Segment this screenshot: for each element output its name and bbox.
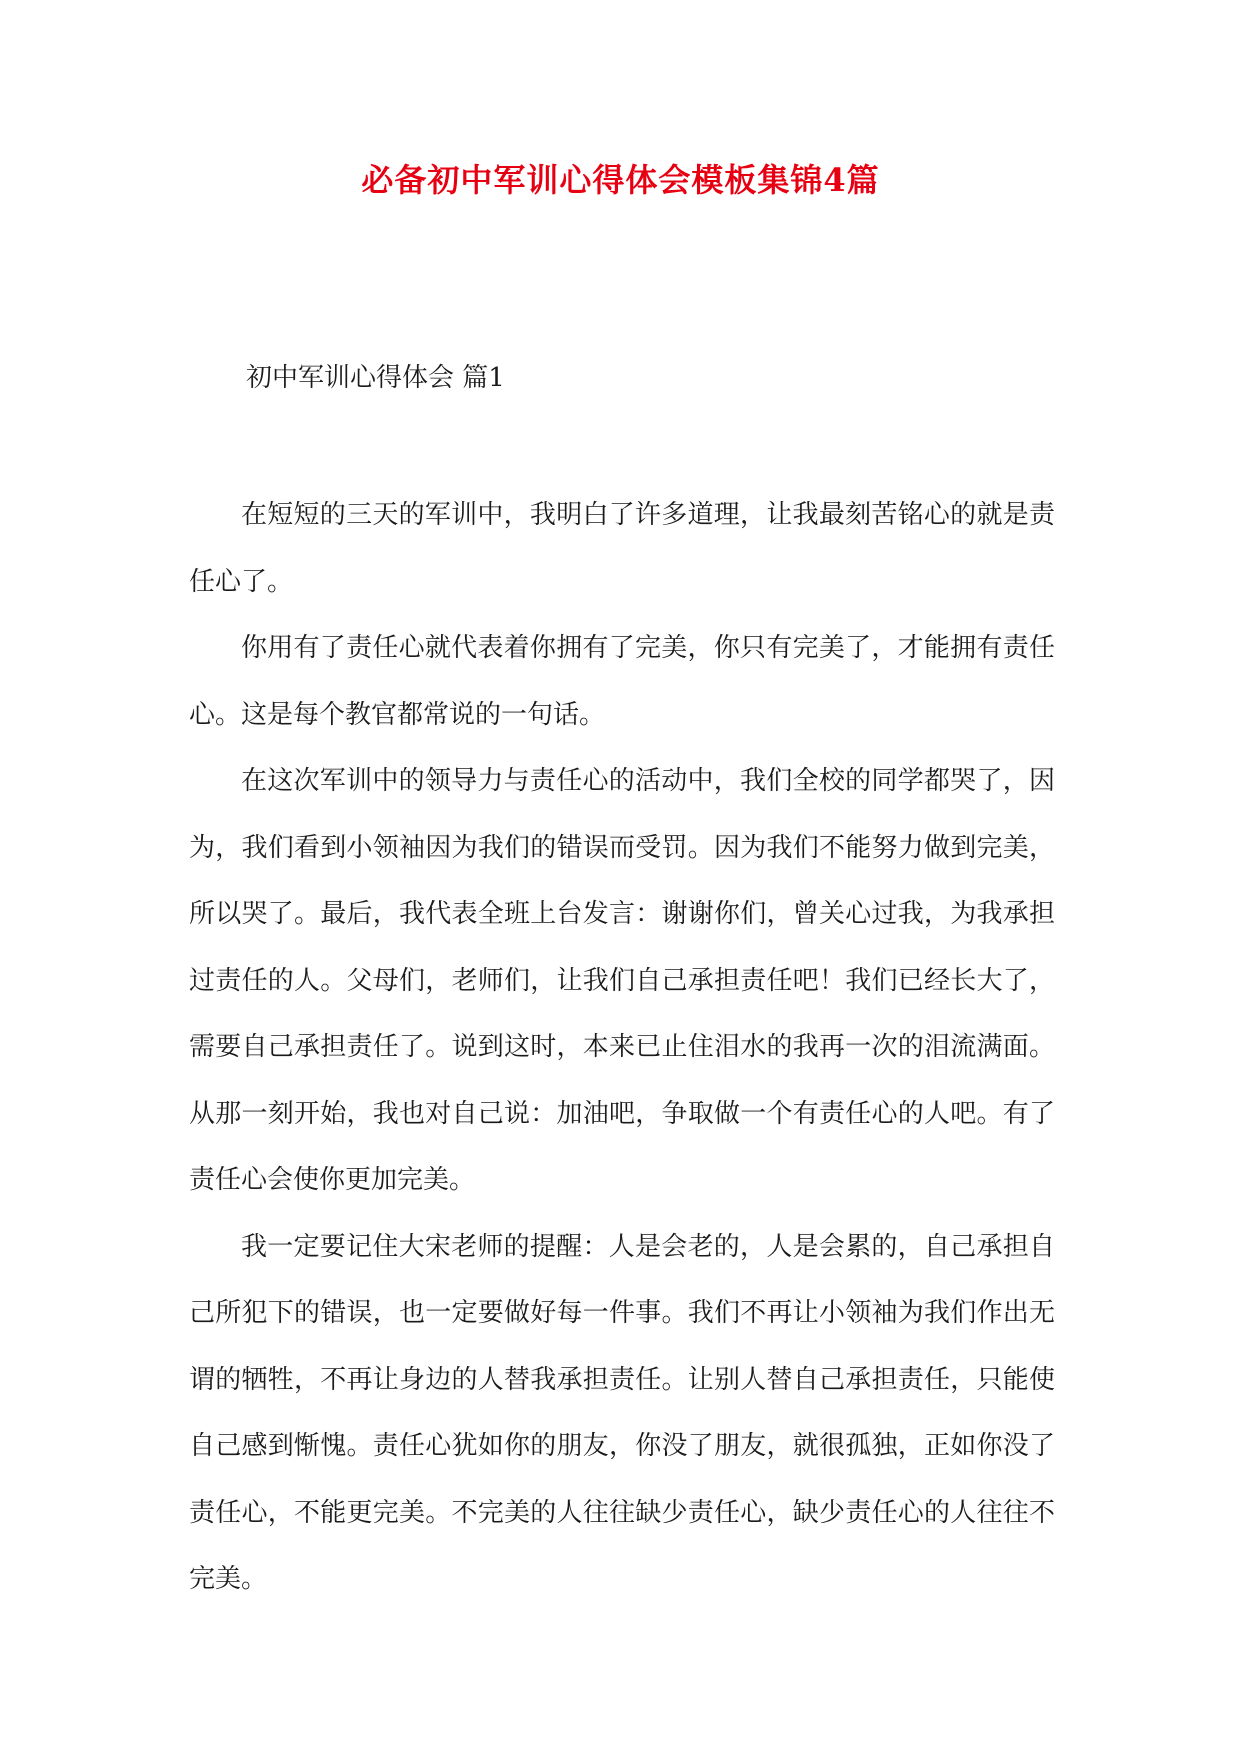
paragraph: 在这次军训中的领导力与责任心的活动中，我们全校的同学都哭了，因为，我们看到小领袖因为我们的错误而受罚。因为我们不能努力做到完美，所以哭了。最后，我代表全班上台发言：谢谢你们，曾关心过我，为我承担过责任的人。父母们，老师们，让我们自己承担责任吧！我们已经长大了，需要自己承担责任了。说到这时，本来已止住泪水的我再一次的泪流满面。从那一刻开始，我也对自己说：加油吧，争取做一个有责任心的人吧。有了责任心会使你更加完美。 — [189, 766, 1055, 1195]
section-heading: 初中军训心得体会 篇1 — [246, 363, 505, 393]
document-title: 必备初中军训心得体会模板集锦4篇 — [361, 161, 880, 199]
paragraph: 在短短的三天的军训中，我明白了许多道理，让我最刻苦铭心的就是责任心了。 — [189, 500, 1055, 597]
document-body — [189, 482, 1055, 1613]
paragraph: 你用有了责任心就代表着你拥有了完美，你只有完美了，才能拥有责任心。这是每个教官都常说的一句话。 — [189, 633, 1055, 730]
paragraph: 我一定要记住大宋老师的提醒：人是会老的，人是会累的，自己承担自己所犯下的错误，也一定要做好每一件事。我们不再让小领袖为我们作出无谓的牺牲，不再让身边的人替我承担责任。让别人替自己承担责任，只能使自己感到惭愧。责任心犹如你的朋友，你没了朋友，就很孤独，正如你没了责任心，不能更完美。不完美的人往往缺少责任心，缺少责任心的人往往不完美。 — [189, 1231, 1055, 1594]
